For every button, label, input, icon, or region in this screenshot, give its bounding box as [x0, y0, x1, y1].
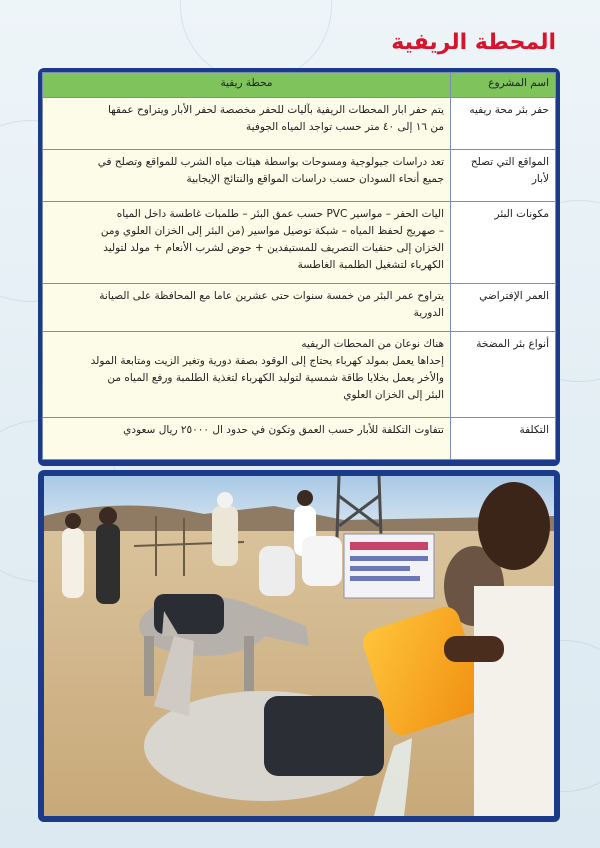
- row-text-line: الكهرباء لتشغيل الطلمبة الغاطسة: [297, 259, 444, 271]
- row-text-line: إحداها يعمل بمولد كهرباء يحتاج إلى الوقود بصفة دورية وتغير الزيت ومتابعة المولد: [90, 355, 444, 367]
- row-label-sites: المواقع التي تصلح لأبار: [451, 150, 556, 202]
- row-text-line: الخزان إلى حنفيات التصريف للمستيفدين + حوض لشرب الأنعام + مولد لتوليد: [103, 242, 444, 254]
- row-value-sites: [43, 150, 451, 202]
- row-text-line: من ١٦ إلى ٤٠ متر حسب تواجد المياه الجوفية: [246, 121, 444, 133]
- page-title: المحطة الريفية: [391, 30, 556, 55]
- table-header-row: [43, 73, 556, 98]
- row-text-line: البئر إلى الخزان العلوي: [343, 389, 444, 401]
- row-text-line: اليات الحفر – مواسير PVC حسب عمق البئر – طلمبات غاطسة داخل المياه: [116, 208, 444, 220]
- row-value-lifespan: [43, 284, 451, 332]
- table-row: [43, 418, 556, 460]
- row-text-line: جميع أنحاء السودان حسب دراسات المواقع والنتائج الإيجابية: [186, 173, 444, 185]
- table-row: [43, 332, 556, 418]
- row-label-cost: التكلفة: [451, 418, 556, 460]
- row-text-line: هناك نوعان من المحطات الريفيه: [301, 338, 444, 350]
- project-table: [42, 72, 556, 460]
- table-row: [43, 150, 556, 202]
- table-frame: [38, 68, 560, 466]
- row-text-line: تعد دراسات جيولوجية ومسوحات بواسطة هيئات مياه الشرب للمواقع وتصلح في: [97, 156, 444, 168]
- header-label-cell: اسم المشروع: [451, 73, 556, 98]
- row-text-line: والأخر يعمل بخلايا طاقة شمسية لتوليد الكهرباء لتغذية الطلمبة ورفع المياه من: [107, 372, 444, 384]
- header-value-cell: محطة ريفية: [43, 73, 451, 98]
- photo-illustration: [44, 476, 554, 816]
- row-text-line: تتفاوت التكلفة للأبار حسب العمق وتكون في حدود ال ٢٥٠٠٠ ريال سعودي: [123, 424, 444, 436]
- row-value-drilling: [43, 98, 451, 150]
- row-text-line: الدورية: [413, 307, 444, 319]
- row-text-line: يتراوح عمر البئر من خمسة سنوات حتى عشرين عاما مع المحافظة على الصيانة: [99, 290, 444, 302]
- row-label-lifespan: العمر الإفتراضي: [451, 284, 556, 332]
- row-label-components: مكونات البئر: [451, 202, 556, 284]
- row-value-cost: [43, 418, 451, 460]
- row-label-drilling: حفر بئر محة ريفيه: [451, 98, 556, 150]
- table-row: [43, 284, 556, 332]
- row-text-line: – صهريج لحفظ المياه – شبكة توصيل مواسير (من البئر إلى الخزان العلوي ومن: [100, 225, 444, 237]
- row-label-pump-types: أنواع بئر المضخة: [451, 332, 556, 418]
- row-value-components: [43, 202, 451, 284]
- table-row: [43, 202, 556, 284]
- photo-frame: [38, 470, 560, 822]
- row-text-line: يتم حفر ابار المحطات الريفية بآليات للحفر مخصصة لحفر الأبار ويتراوح عمقها: [107, 104, 444, 116]
- water-station-photo: [44, 476, 554, 816]
- row-value-pump-types: [43, 332, 451, 418]
- table-row: [43, 98, 556, 150]
